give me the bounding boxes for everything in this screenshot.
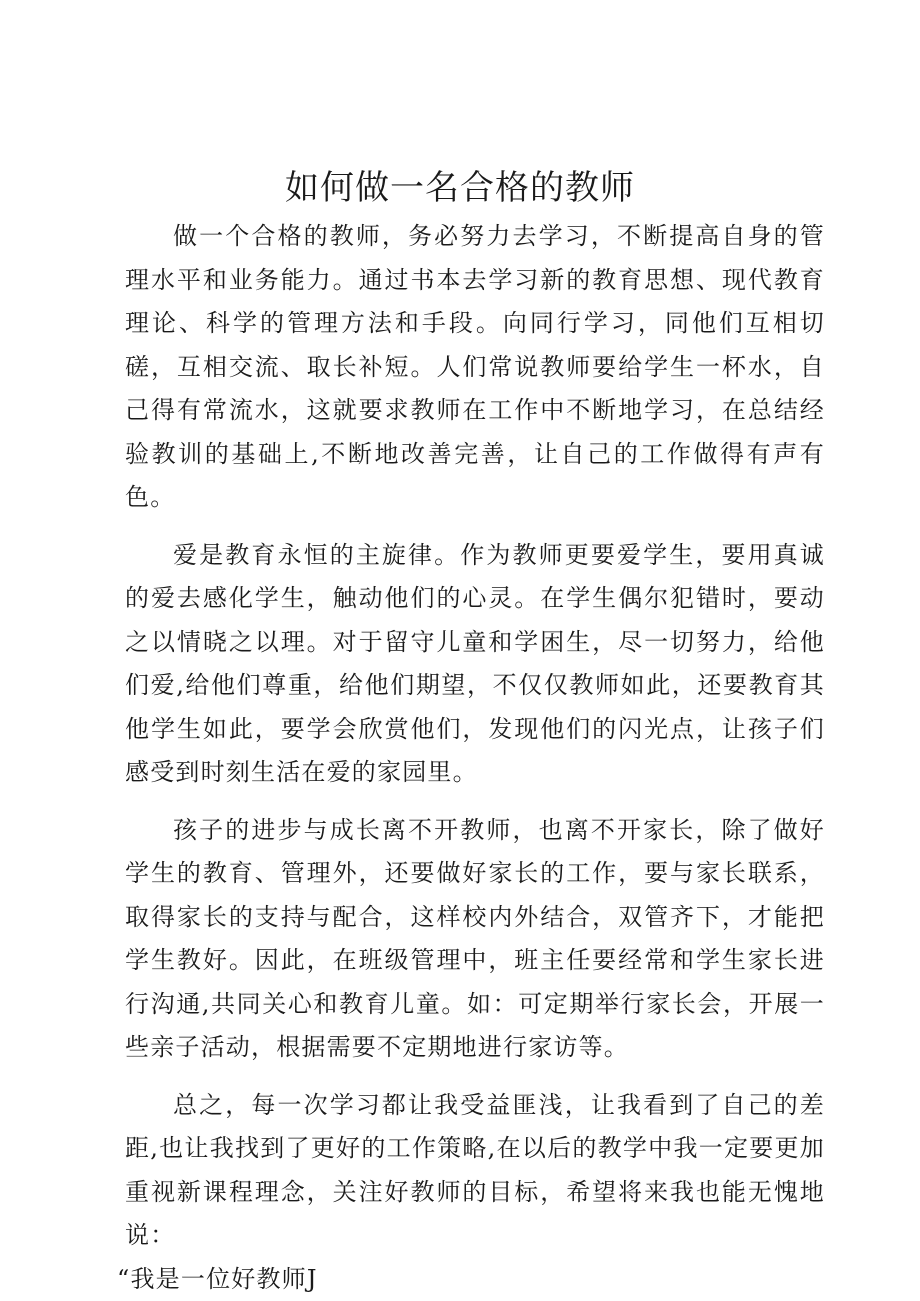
paragraph-conclusion: 总之，每一次学习都让我受益匪浅，让我看到了自己的差距,也让我找到了更好的工作策略,在以后的教学中我一定要更加重视新课程理念，关注好教师的目标，希望将来我也能无愧地说： bbox=[125, 1090, 825, 1249]
paragraph-parents: 孩子的进步与成长离不开教师，也离不开家长，除了做好学生的教育、管理外，还要做好家长的工作，要与家长联系，取得家长的支持与配合，这样校内外结合，双管齐下，才能把学生教好。因此，在班级管理中，班主任要经常和学生家长进行沟通,共同关心和教育儿童。如：可定期举行家长会，开展一些亲子活动，根据需要不定期地进行家访等。 bbox=[125, 815, 825, 1061]
document-body bbox=[117, 215, 825, 1301]
paragraph-learning: 做一个合格的教师，务必努力去学习，不断提高自身的管理水平和业务能力。通过书本去学习新的教育思想、现代教育理论、科学的管理方法和手段。向同行学习，同他们互相切磋，互相交流、取长补短。人们常说教师要给学生一杯水，自己得有常流水，这就要求教师在工作中不断地学习，在总结经验教训的基础上,不断地改善完善，让自己的工作做得有声有色。 bbox=[125, 222, 825, 511]
paragraph-love: 爱是教育永恒的主旋律。作为教师更要爱学生，要用真诚的爱去感化学生，触动他们的心灵。在学生偶尔犯错时，要动之以情晓之以理。对于留守儿童和学困生，尽一切努力，给他们爱,给他们尊重，给他们期望，不仅仅教师如此，还要教育其他学生如此，要学会欣赏他们，发现他们的闪光点，让孩子们感受到时刻生活在爱的家园里。 bbox=[125, 540, 825, 786]
document-title: 如何做一名合格的教师 bbox=[285, 168, 635, 208]
closing-quote: “我是一位好教师J bbox=[117, 1264, 318, 1293]
